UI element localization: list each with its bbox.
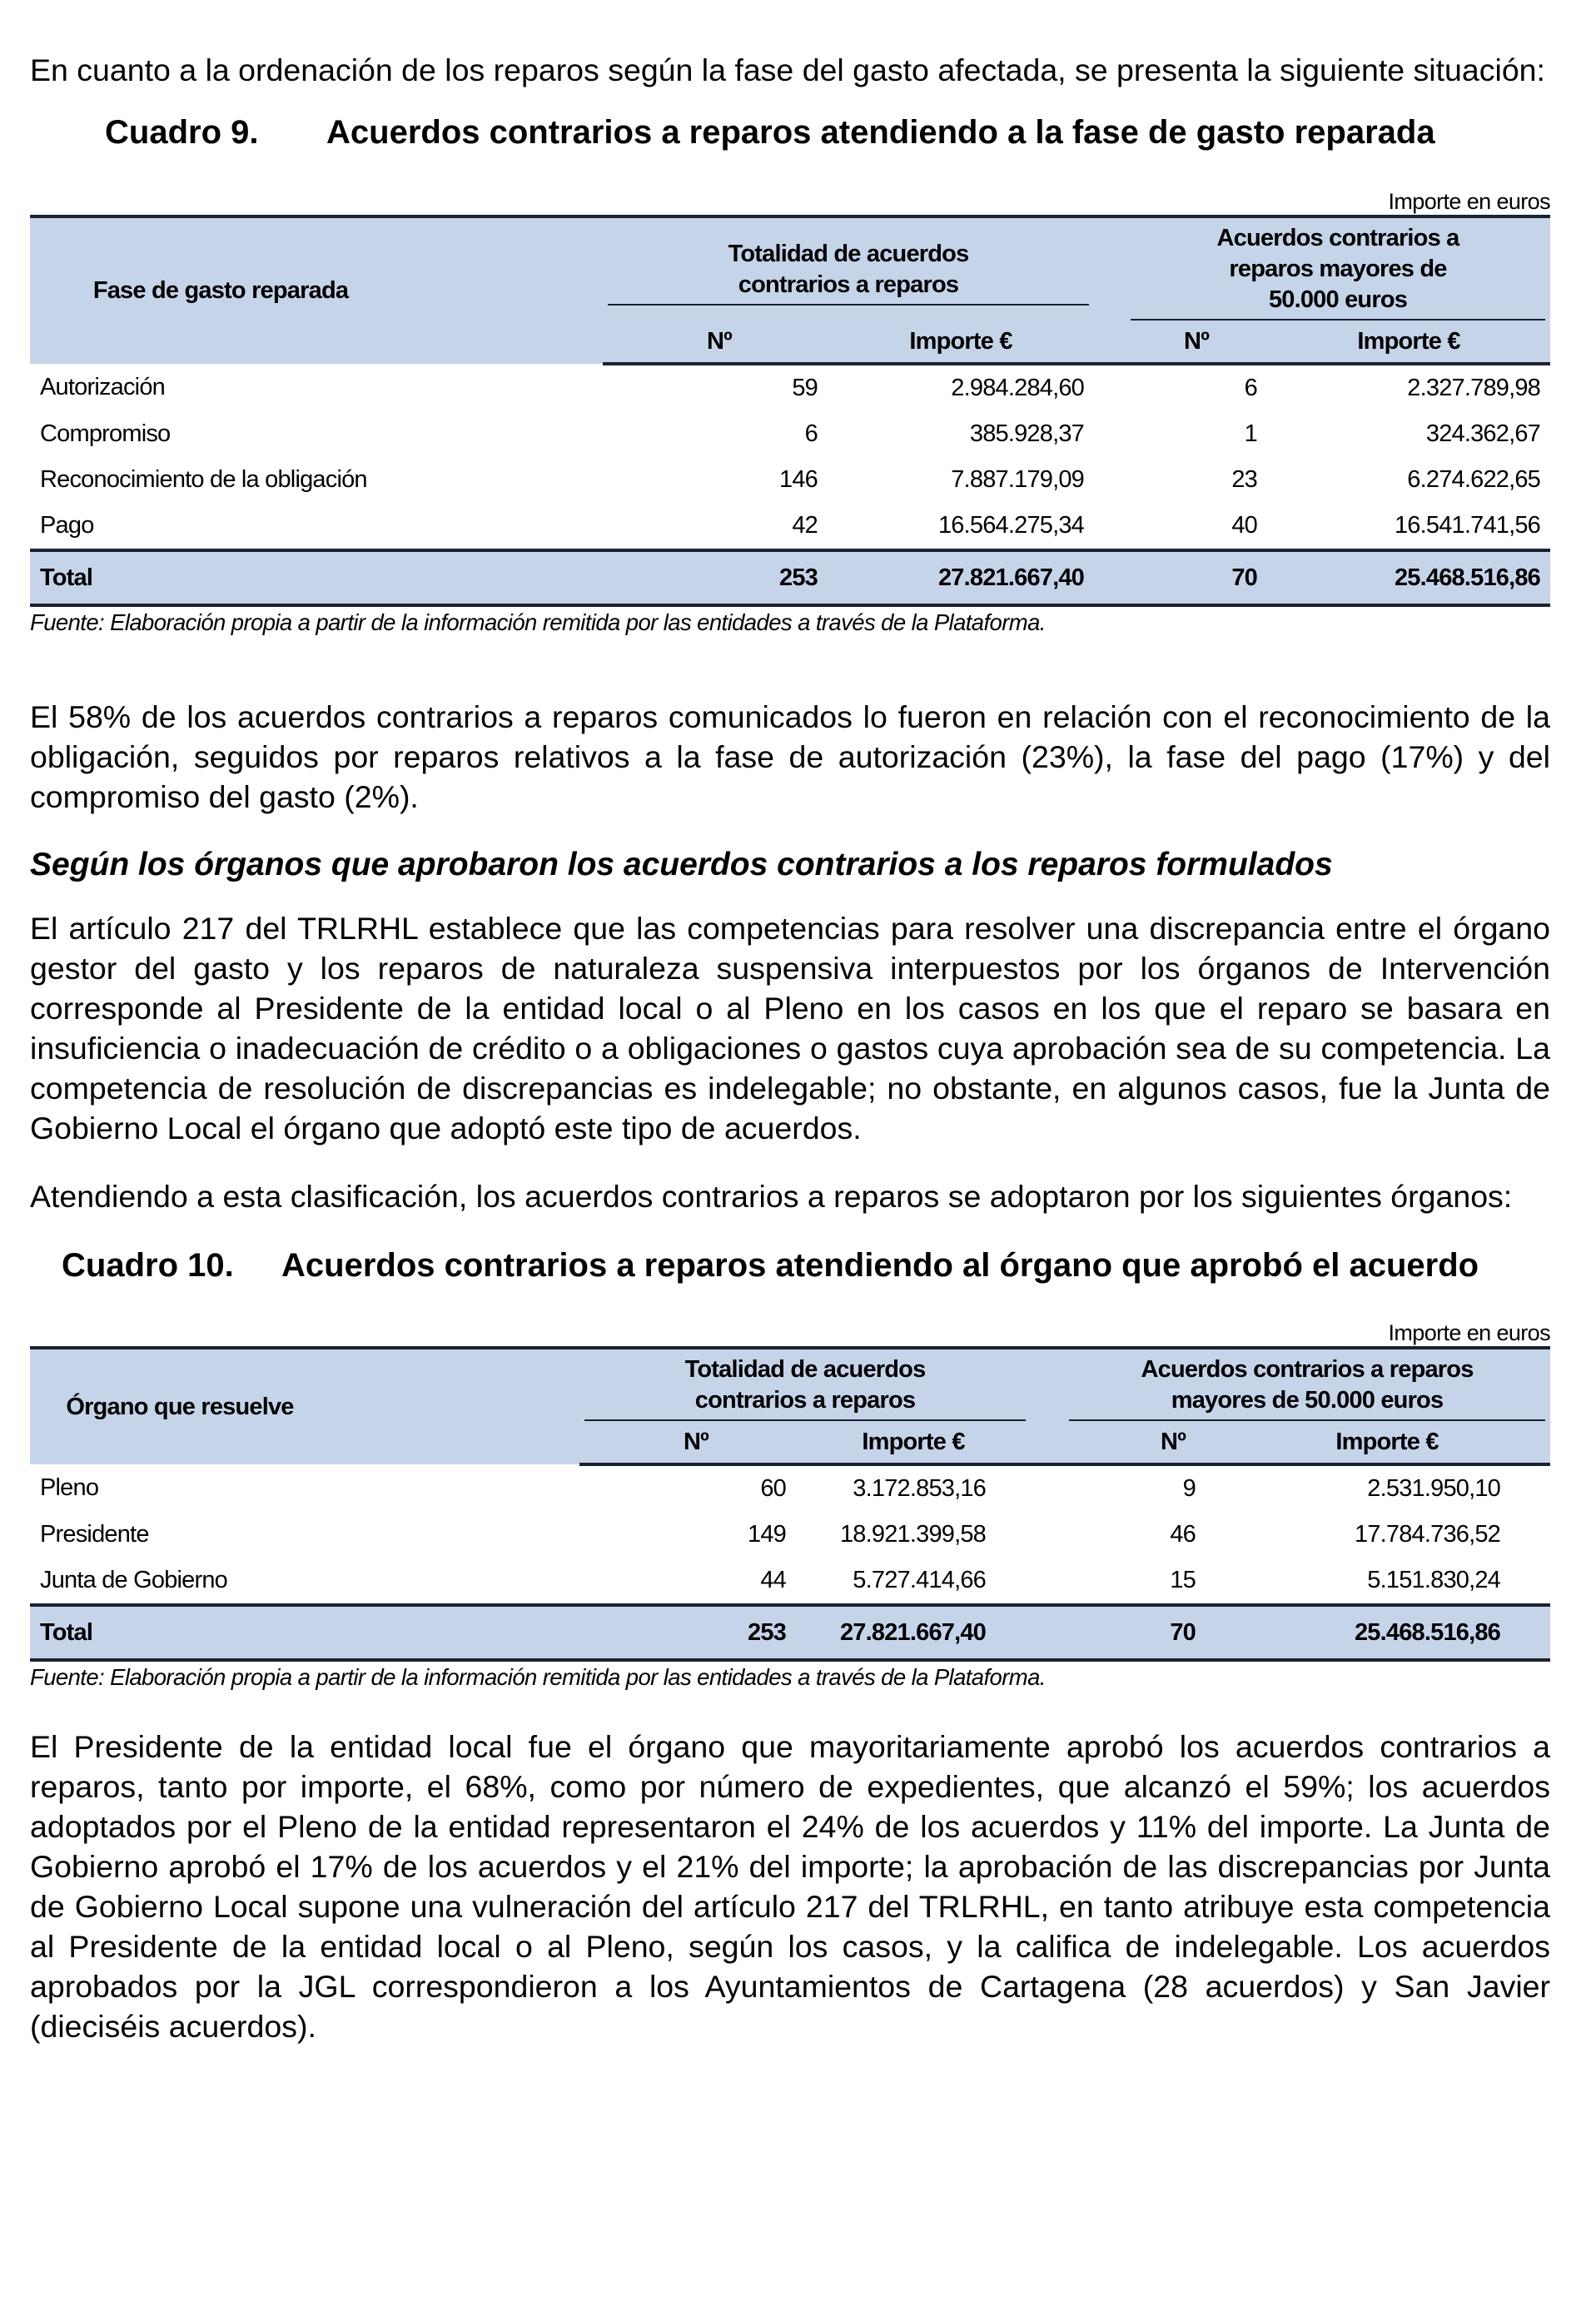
table10-col-n1: Nº bbox=[579, 1421, 796, 1464]
document-page bbox=[30, 33, 1550, 2046]
table10-caption-title: Acuerdos contrarios a reparos atendiendo al órgano que aprobó el acuerdo bbox=[281, 1247, 1479, 1284]
table9-col-n1: Nº bbox=[603, 321, 828, 364]
table-total-row: Total 253 27.821.667,40 70 25.468.516,86 bbox=[30, 550, 1550, 605]
paragraph-4: Atendiendo a esta clasificación, los acuerdos contrarios a reparos se adoptaron por los siguientes órganos: bbox=[30, 1179, 1513, 1214]
table-row: Junta de Gobierno 44 5.727.414,66 15 5.151.830,24 bbox=[40, 1567, 1501, 1593]
table10-group2-header: Acuerdos contrarios a reparos mayores de 50.000 euros bbox=[1069, 1354, 1545, 1421]
table-row: Compromiso 6 385.928,37 1 324.362,67 bbox=[40, 420, 1541, 447]
table10-caption-number: Cuadro 10. bbox=[62, 1247, 234, 1284]
table9 bbox=[30, 215, 1550, 607]
table10-caption bbox=[30, 1245, 1550, 1286]
table9-units: Importe en euros bbox=[1388, 189, 1550, 214]
table9-col-n2: Nº bbox=[1126, 321, 1267, 364]
table10-group1-header: Totalidad de acuerdos contrarios a reparos bbox=[584, 1354, 1026, 1421]
paragraph-5: El Presidente de la entidad local fue el órgano que mayoritariamente aprobó los acuerdos contrarios a reparos, tanto por importe, el 68%, como por número de expedientes, que alcanzó el 59%; los acuerdos adoptados por el Pleno de la entidad representaron el 24% de los acuerdos y 11% del importe. La Junta de Gobierno aprobó el 17% de los acuerdos y el 21% del importe; la aprobación de las discrepancias por Junta de Gobierno Local supone una vulneración del artículo 217 del TRLRHL, en tanto atribuye esta competencia al Presidente de la entidad local o al Pleno, según los casos, y la califica de indelegable. Los acuerdos aprobados por la JGL correspondieron a los Ayuntamientos de Cartagena (28 acuerdos) y San Javier (dieciséis acuerdos). bbox=[30, 1729, 1550, 2044]
table9-caption-title: Acuerdos contrarios a reparos atendiendo a la fase de gasto reparada bbox=[326, 114, 1435, 151]
table10-col-importe1: Importe € bbox=[796, 1421, 1031, 1464]
table9-group2-header: Acuerdos contrarios a reparos mayores de 50.000 euros bbox=[1131, 223, 1545, 321]
table9-caption-number: Cuadro 9. bbox=[105, 114, 259, 151]
table-row: Presidente 149 18.921.399,58 46 17.784.736,52 bbox=[40, 1521, 1501, 1548]
intro-paragraph: En cuanto a la ordenación de los reparos según la fase del gasto afectada, se presenta la siguiente situación: bbox=[30, 52, 1545, 87]
paragraph-3: El artículo 217 del TRLRHL establece que las competencias para resolver una discrepancia entre el órgano gestor del gasto y los reparos de naturaleza suspensiva interpuestos por los órganos de Intervención corresponde al Presidente de la entidad local o al Pleno en los casos en los que el reparo se basara en insuficiencia o inadecuación de crédito o a obligaciones o gastos cuya aprobación sea de su competencia. La competencia de resolución de discrepancias es indelegable; no obstante, en algunos casos, fue la Junta de Gobierno Local el órgano que adoptó este tipo de acuerdos. bbox=[30, 911, 1550, 1146]
table-row: Pleno 60 3.172.853,16 9 2.531.950,10 bbox=[40, 1474, 1501, 1502]
section-subheading: Según los órganos que aprobaron los acuerdos contrarios a los reparos formulados bbox=[30, 847, 1333, 882]
paragraph-2: El 58% de los acuerdos contrarios a reparos comunicados lo fueron en relación con el reconocimiento de la obligación, seguidos por reparos relativos a la fase de autorización (23%), la fase del pago (17%) y del compromiso del gasto (2%). bbox=[30, 699, 1550, 814]
table-row: Pago 42 16.564.275,34 40 16.541.741,56 bbox=[40, 512, 1541, 539]
table10-source: Fuente: Elaboración propia a partir de la información remitida por las entidades a través de la Plataforma. bbox=[30, 1664, 1046, 1690]
table10 bbox=[30, 1346, 1550, 1662]
table9-col-importe1: Importe € bbox=[828, 321, 1094, 364]
table-row: Reconocimiento de la obligación 146 7.887.179,09 23 6.274.622,65 bbox=[40, 466, 1541, 493]
table9-group1-header: Totalidad de acuerdos contrarios a reparos bbox=[608, 239, 1089, 306]
table10-row-header: Órgano que resuelve bbox=[30, 1348, 579, 1464]
table10-col-n2: Nº bbox=[1064, 1421, 1257, 1464]
table-total-row: Total 253 27.821.667,40 70 25.468.516,86 bbox=[30, 1605, 1550, 1660]
table9-source: Fuente: Elaboración propia a partir de la información remitida por las entidades a través de la Plataforma. bbox=[30, 609, 1046, 635]
table10-col-importe2: Importe € bbox=[1257, 1421, 1550, 1464]
table9-caption bbox=[30, 112, 1550, 153]
table10-units: Importe en euros bbox=[1388, 1320, 1550, 1345]
table-row: Autorización 59 2.984.284,60 6 2.327.789,98 bbox=[40, 374, 1541, 401]
table9-col-importe2: Importe € bbox=[1267, 321, 1550, 364]
table9-row-header: Fase de gasto reparada bbox=[30, 216, 603, 364]
